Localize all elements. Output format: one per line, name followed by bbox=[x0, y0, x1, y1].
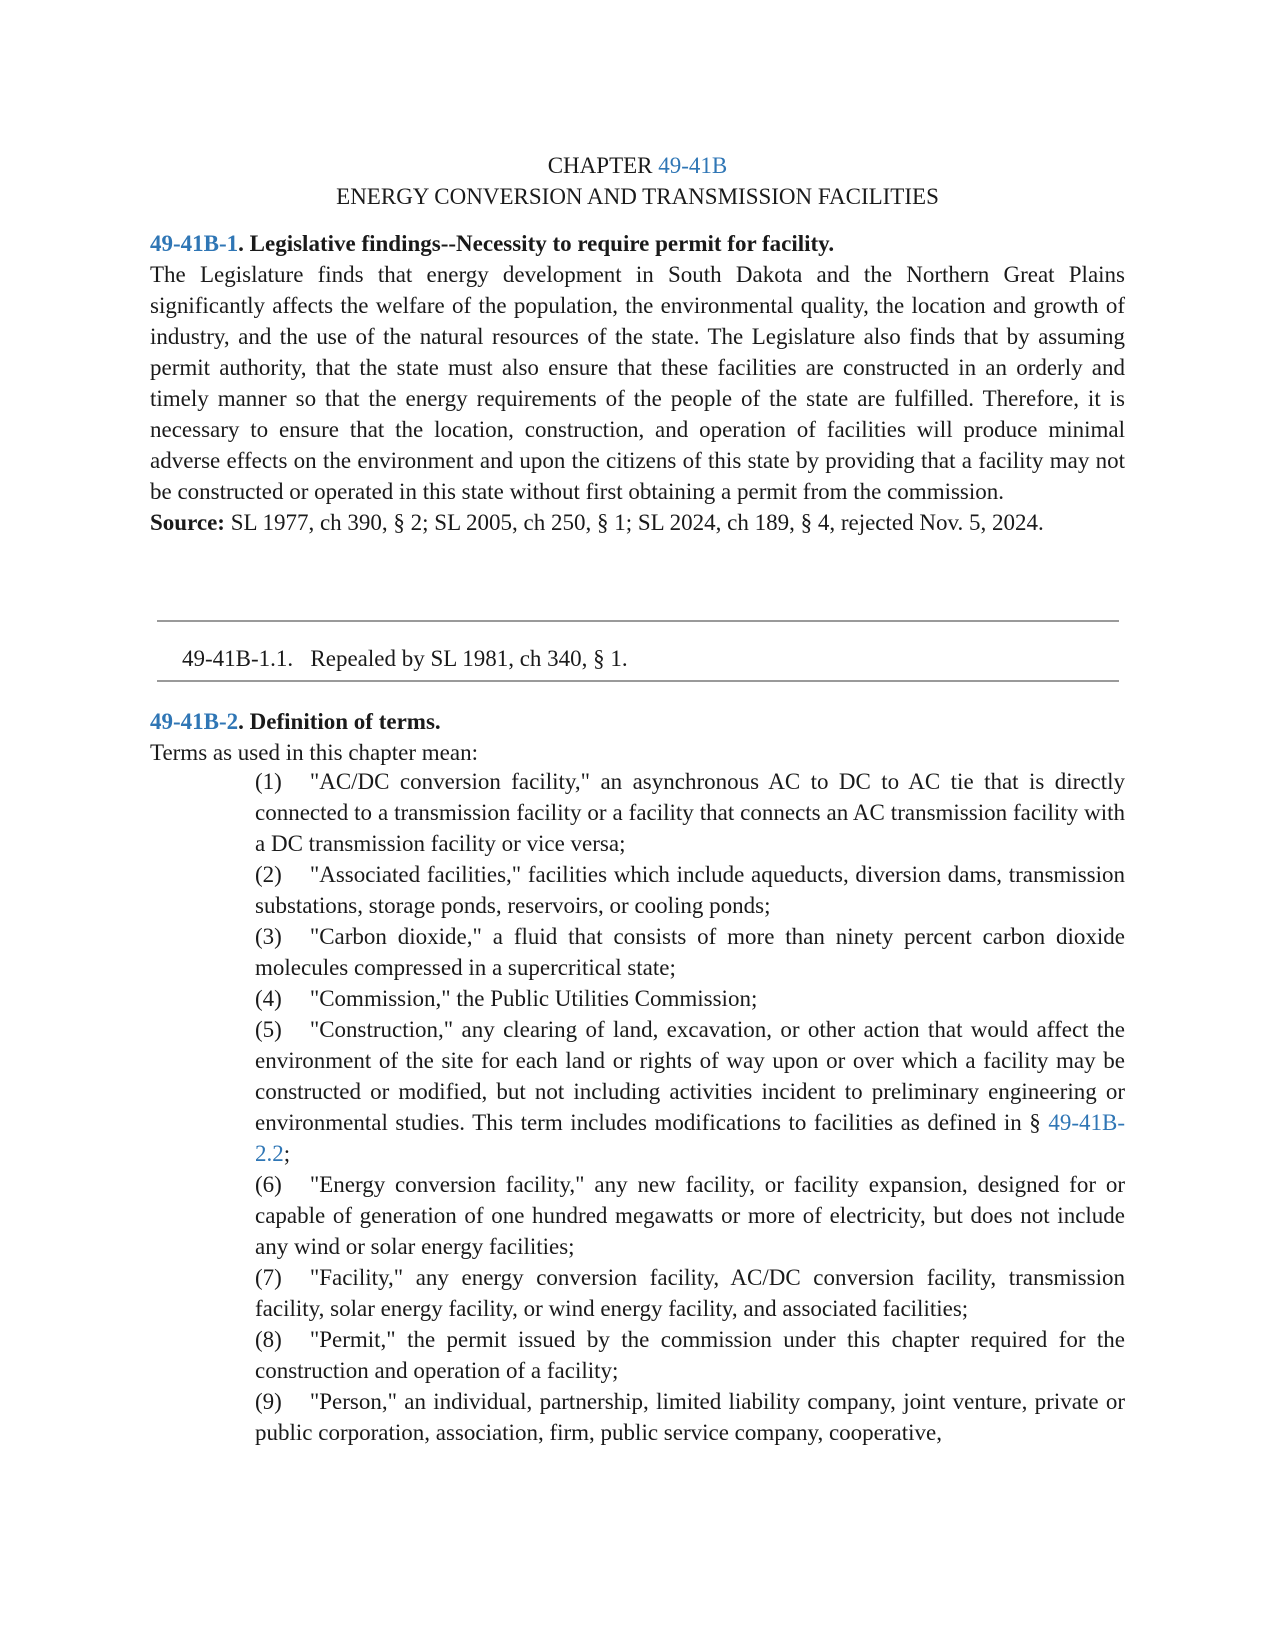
definition-text: "Permit," the permit issued by the commission under this chapter required for the construction and operation of a facility; bbox=[255, 1327, 1125, 1383]
definition-item bbox=[255, 766, 1125, 859]
section-heading-text: . Definition of terms. bbox=[238, 709, 441, 734]
repealed-text: Repealed by SL 1981, ch 340, § 1. bbox=[310, 646, 628, 671]
section-body: The Legislature finds that energy development in South Dakota and the Northern Great Plains significantly affects the welfare of the population, the environmental quality, the location and growth of industry, and the use of the natural resources of the state. The Legislature also finds that by assuming permit authority, that the state must also ensure that these facilities are constructed in an orderly and timely manner so that the energy requirements of the people of the state are fulfilled. Therefore, it is necessary to ensure that the location, construction, and operation of facilities will produce minimal adverse effects on the environment and upon the citizens of this state by providing that a facility may not be constructed or operated in this state without first obtaining a permit from the commission. bbox=[150, 262, 1125, 504]
definitions-intro: Terms as used in this chapter mean: bbox=[150, 740, 478, 765]
definition-text-end: ; bbox=[283, 1141, 291, 1166]
definition-item bbox=[255, 859, 1125, 921]
definition-text: "Energy conversion facility," any new facility, or facility expansion, designed for or capable of generation of one hundred megawatts or more of electricity, but does not include any wind or solar energy facilities; bbox=[255, 1172, 1125, 1259]
section-49-41B-1 bbox=[150, 228, 1125, 538]
definition-number: (4) bbox=[255, 986, 282, 1011]
definition-number: (5) bbox=[255, 1017, 282, 1042]
definition-item bbox=[255, 1262, 1125, 1324]
definitions-list bbox=[255, 766, 1125, 1448]
definition-number: (1) bbox=[255, 769, 282, 794]
definition-number: (7) bbox=[255, 1265, 282, 1290]
source-text: SL 1977, ch 390, § 2; SL 2005, ch 250, § 1; SL 2024, ch 189, § 4, rejected Nov. 5, 2024. bbox=[224, 510, 1044, 535]
definition-text: "Construction," any clearing of land, excavation, or other action that would affect the environment of the site for each land or rights of way upon or over which a facility may be constructed or modified, but not including activities incident to preliminary engineering or environmental studies. This term includes modifications to facilities as defined in § bbox=[255, 1017, 1125, 1135]
definition-item bbox=[255, 1014, 1125, 1169]
definition-number: (9) bbox=[255, 1389, 282, 1414]
chapter-heading bbox=[0, 150, 1275, 212]
chapter-title: ENERGY CONVERSION AND TRANSMISSION FACILITIES bbox=[336, 184, 939, 209]
chapter-prefix: CHAPTER bbox=[547, 153, 659, 178]
definition-text: "Facility," any energy conversion facility, AC/DC conversion facility, transmission facility, solar energy facility, or wind energy facility, and associated facilities; bbox=[255, 1265, 1125, 1321]
divider bbox=[157, 680, 1119, 682]
definition-text: "Carbon dioxide," a fluid that consists of more than ninety percent carbon dioxide molecules compressed in a supercritical state; bbox=[255, 924, 1125, 980]
chapter-number-line bbox=[0, 150, 1275, 181]
section-number-link[interactable]: 49-41B-1 bbox=[150, 231, 239, 256]
definition-number: (8) bbox=[255, 1327, 282, 1352]
section-heading bbox=[150, 706, 1125, 737]
definition-number: (3) bbox=[255, 924, 282, 949]
definition-item bbox=[255, 1386, 1125, 1448]
section-49-41B-2 bbox=[150, 706, 1125, 768]
repealed-section bbox=[182, 643, 628, 674]
source-note bbox=[150, 507, 1125, 538]
source-label: Source: bbox=[150, 510, 225, 535]
cross-reference-link[interactable]: 49-41B-2.2 bbox=[255, 1110, 1125, 1166]
definition-text: "Commission," the Public Utilities Commission; bbox=[309, 986, 758, 1011]
divider bbox=[157, 620, 1119, 622]
definition-item bbox=[255, 1169, 1125, 1262]
repealed-number: 49-41B-1.1. bbox=[182, 646, 294, 671]
definition-text: "AC/DC conversion facility," an asynchronous AC to DC to AC tie that is directly connected to a transmission facility or a facility that connects an AC transmission facility with a DC transmission facility or vice versa; bbox=[255, 769, 1125, 856]
definition-item bbox=[255, 921, 1125, 983]
definition-text: "Person," an individual, partnership, limited liability company, joint venture, private or public corporation, association, firm, public service company, cooperative, bbox=[255, 1389, 1125, 1445]
chapter-number-link[interactable]: 49-41B bbox=[658, 153, 728, 178]
section-heading bbox=[150, 228, 1125, 259]
definition-item bbox=[255, 983, 1125, 1014]
definition-item bbox=[255, 1324, 1125, 1386]
section-heading-text: . Legislative findings--Necessity to require permit for facility. bbox=[238, 231, 835, 256]
definition-number: (2) bbox=[255, 862, 282, 887]
definition-number: (6) bbox=[255, 1172, 282, 1197]
section-number-link[interactable]: 49-41B-2 bbox=[150, 709, 239, 734]
definition-text: "Associated facilities," facilities which include aqueducts, diversion dams, transmission substations, storage ponds, reservoirs, or cooling ponds; bbox=[255, 862, 1125, 918]
